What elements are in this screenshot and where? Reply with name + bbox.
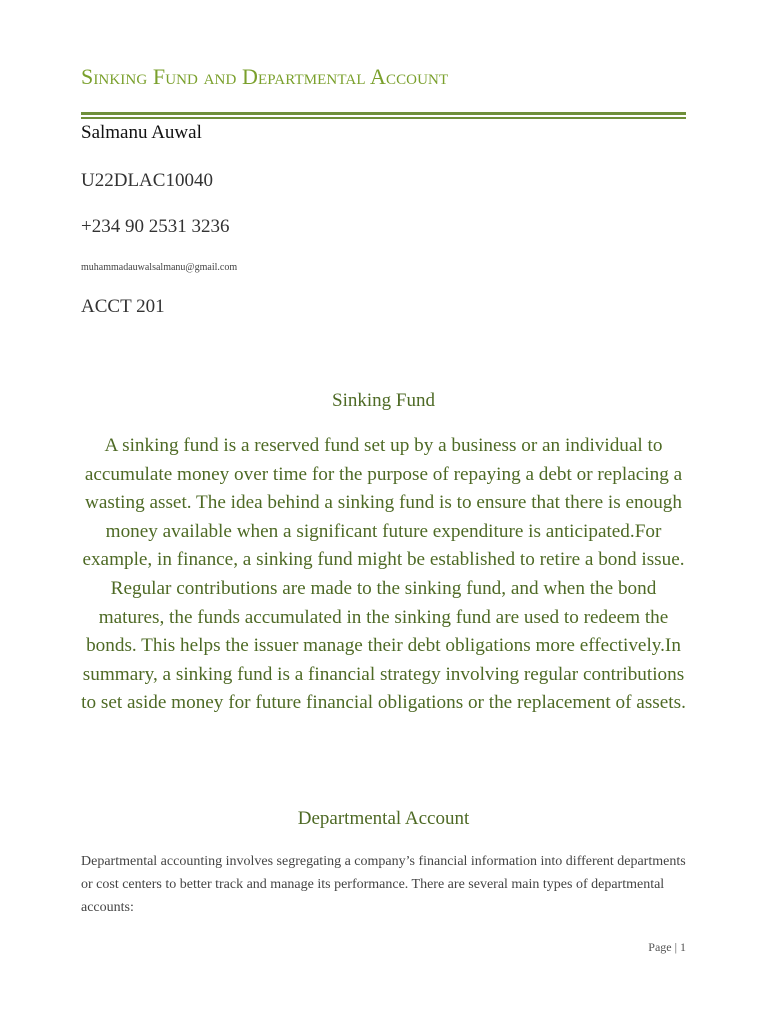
email-address: muhammadauwalsalmanu@gmail.com: [81, 262, 238, 273]
sinking-fund-paragraph: A sinking fund is a reserved fund set up by a business or an individual to accumulate money over time for the purpose of repaying a debt or replacing a wasting asset. The idea behind a sinking fund is to ensure that there is enough money available when a significant future expenditure is anticipated.For example, in finance, a sinking fund might be established to retire a bond issue. Regular contributions are made to the sinking fund, and when the bond matures, the funds accumulated in the sinking fund are used to redeem the bonds. This helps the issuer manage their debt obligations more effectively.In summary, a sinking fund is a financial strategy involving regular contributions to set aside money for future financial obligations or the replacement of assets.: [81, 435, 686, 714]
phone-number: +234 90 2531 3236: [81, 216, 230, 237]
page-number: Page | 1: [648, 940, 686, 954]
title-rule-thin: [81, 117, 686, 119]
title-rule-thick: [81, 112, 686, 115]
author-name: Salmanu Auwal: [81, 122, 202, 143]
departmental-account-heading: Departmental Account: [297, 808, 470, 829]
sinking-fund-heading: Sinking Fund: [332, 390, 435, 411]
student-id: U22DLAC10040: [81, 170, 213, 191]
course-code: ACCT 201: [81, 296, 165, 317]
document-title: Sinking Fund and Departmental Account: [81, 64, 449, 89]
departmental-account-paragraph: Departmental accounting involves segregating a company’s financial information into different departments or cost centers to better track and manage its performance. There are several main types of departmental accounts:: [81, 854, 686, 915]
